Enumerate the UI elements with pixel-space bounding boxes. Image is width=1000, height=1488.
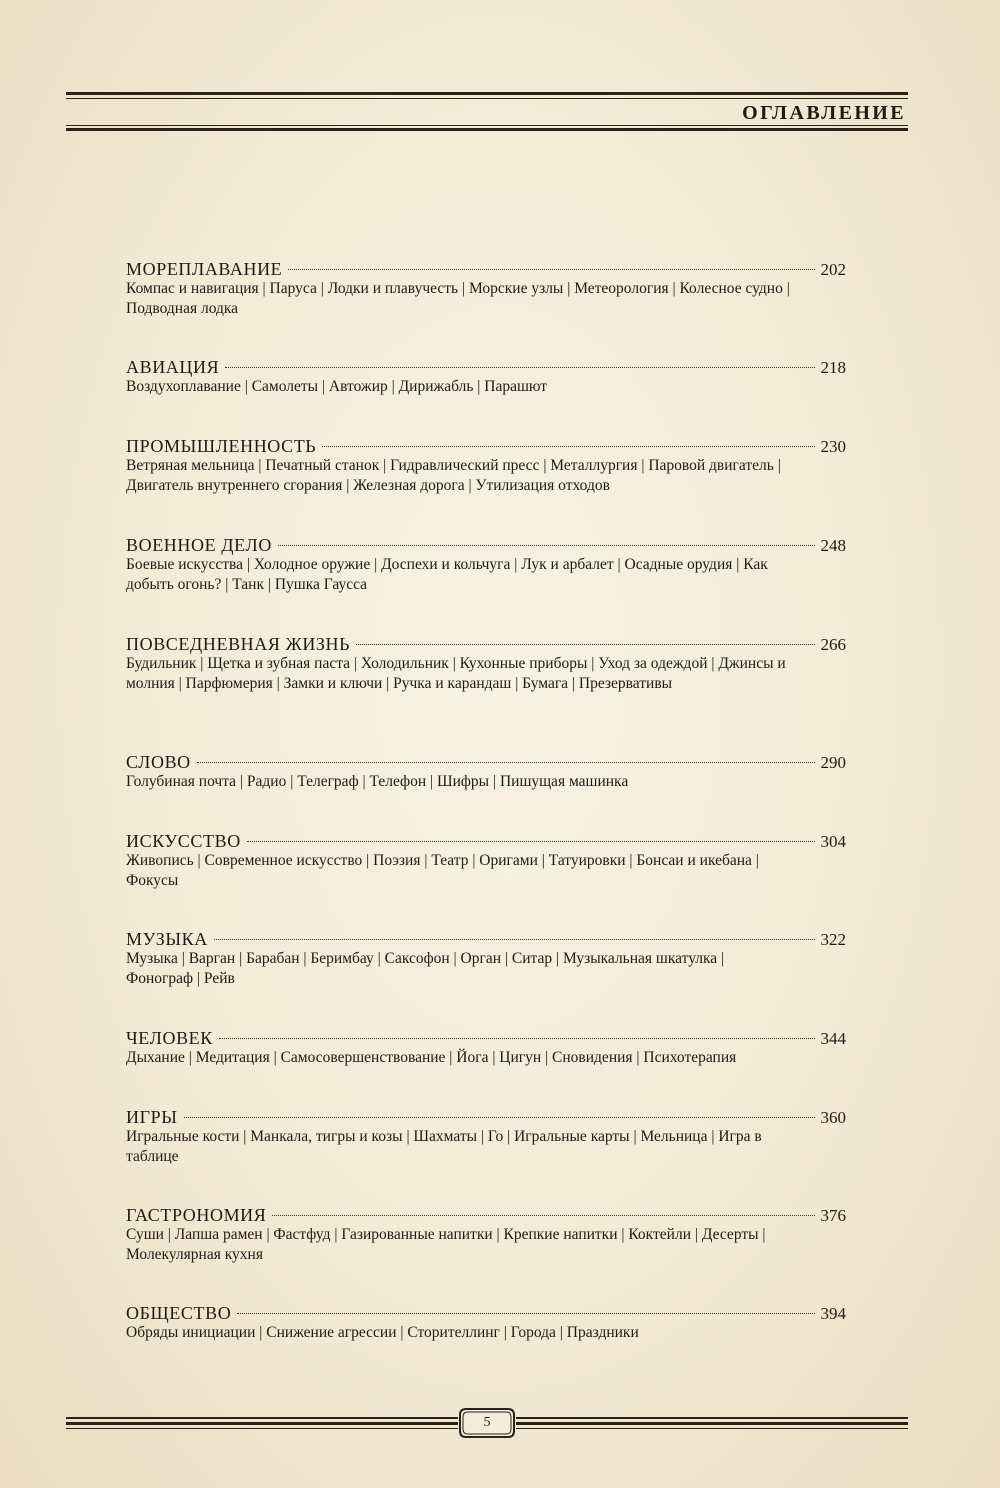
- toc-section-head: [126, 928, 846, 950]
- toc-section-head: [126, 751, 846, 773]
- toc-section[interactable]: [126, 751, 846, 792]
- header-rule-top-thick: [66, 92, 908, 95]
- dotted-leader: [278, 545, 815, 546]
- dotted-leader: [247, 841, 815, 842]
- toc-page-number: 344: [820, 1029, 846, 1048]
- toc-page-number: 266: [820, 635, 846, 654]
- toc-section[interactable]: [126, 435, 846, 496]
- toc-section-title: СЛОВО: [126, 752, 191, 772]
- toc-section[interactable]: [126, 1302, 846, 1343]
- toc-section[interactable]: [126, 534, 846, 595]
- toc-section-head: [126, 1027, 846, 1049]
- footer-rule-left: [66, 1428, 458, 1429]
- dotted-leader: [237, 1313, 814, 1314]
- toc-page-number: 248: [820, 536, 846, 555]
- dotted-leader: [219, 1038, 815, 1039]
- toc-page-number: 230: [820, 437, 846, 456]
- header-rule-bottom-thin: [66, 125, 908, 126]
- toc-subtopics: Обряды инициации | Снижение агрессии | Сторителлинг | Города | Праздники: [126, 1324, 639, 1341]
- toc-section-title: ЧЕЛОВЕК: [126, 1028, 213, 1048]
- footer-rule-left: [66, 1422, 458, 1425]
- toc-page-number: 360: [820, 1108, 846, 1127]
- dotted-leader: [214, 939, 815, 940]
- toc-page-number: 322: [820, 930, 846, 949]
- toc-section-title: МУЗЫКА: [126, 929, 208, 949]
- toc-section-head: [126, 1302, 846, 1324]
- toc-page-number: 304: [820, 832, 846, 851]
- dotted-leader: [288, 269, 814, 270]
- toc-page-number: 218: [820, 358, 846, 377]
- toc-subtopics: Боевые искусства | Холодное оружие | Доспехи и кольчуга | Лук и арбалет | Осадные орудия | Как добыть огонь? | Танк | Пушка Гаусса: [126, 556, 768, 593]
- toc-subtopics: Музыка | Варган | Барабан | Беримбау | Саксофон | Орган | Ситар | Музыкальная шкатулка | Фонограф | Рейв: [126, 950, 725, 987]
- footer-rule-left: [66, 1417, 458, 1419]
- toc-section-title: ГАСТРОНОМИЯ: [126, 1205, 267, 1225]
- toc-section[interactable]: [126, 356, 846, 397]
- toc-section-title: ПРОМЫШЛЕННОСТЬ: [126, 436, 317, 456]
- toc-section[interactable]: [126, 830, 846, 891]
- footer-rule-right: [516, 1428, 908, 1429]
- dotted-leader: [322, 446, 814, 447]
- toc-section-title: ВОЕННОЕ ДЕЛО: [126, 535, 272, 555]
- toc-section[interactable]: [126, 1204, 846, 1265]
- footer-rule-right: [516, 1422, 908, 1425]
- header-rule-bottom-thick: [66, 128, 908, 131]
- dotted-leader: [225, 367, 814, 368]
- toc-page-number: 394: [820, 1304, 846, 1323]
- toc-subtopics: Дыхание | Медитация | Самосовершенствование | Йога | Цигун | Сновидения | Психотерапия: [126, 1049, 737, 1066]
- toc-section-head: [126, 1204, 846, 1226]
- toc-section-head: [126, 435, 846, 457]
- dotted-leader: [197, 762, 815, 763]
- page-title: ОГЛАВЛЕНИЕ: [742, 102, 906, 124]
- toc-section-head: [126, 258, 846, 280]
- toc-subtopics: Голубиная почта | Радио | Телеграф | Телефон | Шифры | Пишущая машинка: [126, 773, 629, 790]
- page-number-badge: [458, 1407, 516, 1439]
- dotted-leader: [184, 1117, 815, 1118]
- toc-section-head: [126, 356, 846, 378]
- dotted-leader: [272, 1215, 814, 1216]
- toc-page-number: 290: [820, 753, 846, 772]
- toc-subtopics: Ветряная мельница | Печатный станок | Гидравлический пресс | Металлургия | Паровой двигатель | Двигатель внутреннего сгорания | Железная дорога | Утилизация отходов: [126, 457, 781, 494]
- toc-subtopics: Компас и навигация | Паруса | Лодки и плавучесть | Морские узлы | Метеорология | Колесное судно | Подводная лодка: [126, 280, 790, 317]
- toc-section[interactable]: [126, 633, 846, 694]
- toc-page-number: 376: [820, 1206, 846, 1225]
- toc-section[interactable]: [126, 1106, 846, 1167]
- toc-section-head: [126, 534, 846, 556]
- toc-subtopics: Будильник | Щетка и зубная паста | Холодильник | Кухонные приборы | Уход за одеждой | Джинсы и молния | Парфюмерия | Замки и ключи | Ручка и карандаш | Бумага | Презервативы: [126, 655, 786, 692]
- page-number: 5: [483, 1415, 491, 1430]
- toc-section-head: [126, 1106, 846, 1128]
- toc-section-title: ИСКУССТВО: [126, 831, 241, 851]
- toc-section-title: МОРЕПЛАВАНИЕ: [126, 259, 283, 279]
- toc-section[interactable]: [126, 258, 846, 319]
- toc-section-head: [126, 633, 846, 655]
- toc-page-number: 202: [820, 260, 846, 279]
- toc-subtopics: Игральные кости | Манкала, тигры и козы | Шахматы | Го | Игральные карты | Мельница | Игра в таблице: [126, 1128, 762, 1165]
- toc-section[interactable]: [126, 1027, 846, 1068]
- toc-section-title: ИГРЫ: [126, 1107, 178, 1127]
- toc-section-title: ПОВСЕДНЕВНАЯ ЖИЗНЬ: [126, 634, 351, 654]
- toc-section-head: [126, 830, 846, 852]
- toc-subtopics: Живопись | Современное искусство | Поэзия | Театр | Оригами | Татуировки | Бонсаи и икебана | Фокусы: [126, 852, 759, 889]
- header-rule-top-thin: [66, 98, 908, 99]
- toc-section-title: ОБЩЕСТВО: [126, 1303, 232, 1323]
- footer-rule-right: [516, 1417, 908, 1419]
- toc-section-title: АВИАЦИЯ: [126, 357, 220, 377]
- toc-subtopics: Суши | Лапша рамен | Фастфуд | Газированные напитки | Крепкие напитки | Коктейли | Десерты | Молекулярная кухня: [126, 1226, 766, 1263]
- toc-section[interactable]: [126, 928, 846, 989]
- dotted-leader: [356, 644, 814, 645]
- toc-subtopics: Воздухоплавание | Самолеты | Автожир | Дирижабль | Парашют: [126, 378, 548, 395]
